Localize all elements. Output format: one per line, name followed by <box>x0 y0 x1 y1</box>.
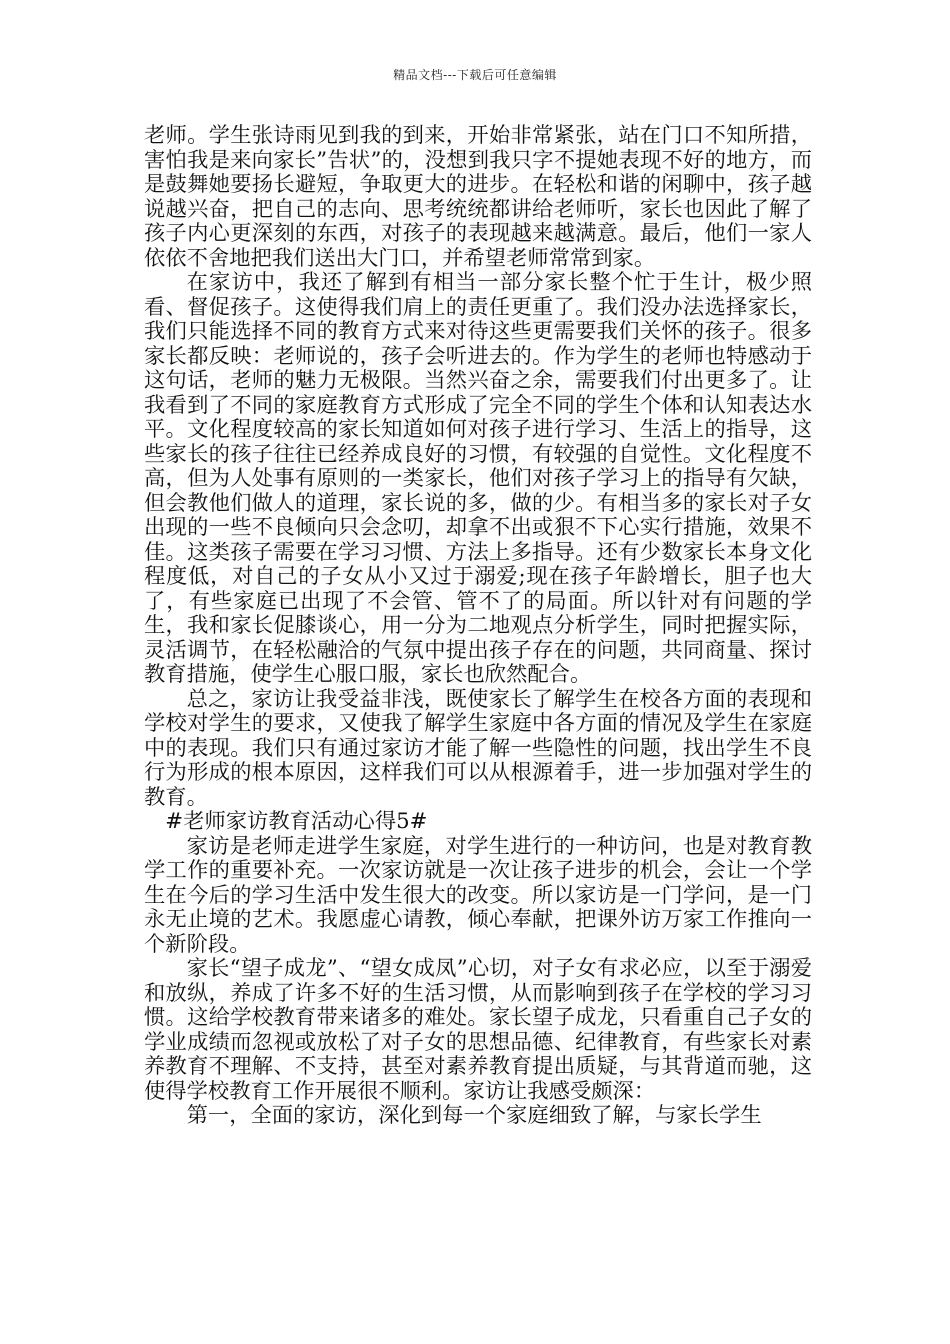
paragraph-1: 老师。学生张诗雨见到我的到来，开始非常紧张，站在门口不知所措，害怕我是来向家长”告状”的，没想到我只字不提她表现不好的地方，而是鼓舞她要扬长避短，争取更大的进步。在轻松和谐的闲聊中，孩子越说越兴奋，把自己的志向、思考统统都讲给老师听，家长也因此了解了孩子内心更深刻的东西，对孩子的表现越来越满意。最后，他们一家人依依不舍地把我们送出大门口，并希望老师常常到家。 <box>144 123 812 271</box>
paragraph-2: 在家访中，我还了解到有相当一部分家长整个忙于生计，极少照看、督促孩子。这使得我们肩上的责任更重了。我们没办法选择家长，我们只能选择不同的教育方式来对待这些更需要我们关怀的孩子。很多家长都反映：老师说的，孩子会听进去的。作为学生的老师也特感动于这句话，老师的魅力无极限。当然兴奋之余，需要我们付出更多了。让我看到了不同的家庭教育方式形成了完全不同的学生个体和认知表达水平。文化程度较高的家长知道如何对孩子进行学习、生活上的指导，这些家长的孩子往往已经养成良好的习惯，有较强的自觉性。文化程度不高，但为人处事有原则的一类家长，他们对孩子学习上的指导有欠缺，但会教他们做人的道理，家长说的多，做的少。有相当多的家长对子女出现的一些不良倾向只会念叨，却拿不出或狠不下心实行措施，效果不佳。这类孩子需要在学习习惯、方法上多指导。还有少数家长本身文化程度低，对自己的子女从小又过于溺爱;现在孩子年龄增长，胆子也大了，有些家庭已出现了不会管、管不了的局面。所以针对有问题的学生，我和家长促膝谈心，用一分为二地观点分析学生，同时把握实际，灵活调节，在轻松融洽的气氛中提出孩子存在的问题，共同商量、探讨教育措施，使学生心服口服，家长也欣然配合。 <box>144 270 812 687</box>
document-body <box>144 124 812 1129</box>
paragraph-4: 家访是老师走进学生家庭，对学生进行的一种访问，也是对教育教学工作的重要补充。一次家访就是一次让孩子进步的机会，会让一个学生在今后的学习生活中发生很大的改变。所以家访是一门学问，是一门永无止境的艺术。我愿虚心请教，倾心奉献，把课外访万家工作推向一个新阶段。 <box>144 833 812 957</box>
section-heading: #老师家访教育活动心得5# <box>165 809 428 834</box>
paragraph-5: 家长“望子成龙”、“望女成凤”心切，对子女有求必应，以至于溺爱和放纵，养成了许多不好的生活习惯，从而影响到孩子在学校的学习习惯。这给学校教育带来诸多的难处。家长望子成龙，只看重自己子女的学业成绩而忽视或放松了对子女的思想品德、纪律教育，有些家长对素养教育不理解、不支持，甚至对素养教育提出质疑，与其背道而驰，这使得学校教育工作开展很不顺利。家访让我感受颇深： <box>144 956 812 1104</box>
paragraph-3: 总之，家访让我受益非浅，既使家长了解学生在校各方面的表现和学校对学生的要求，又使我了解学生家庭中各方面的情况及学生在家庭中的表现。我们只有通过家访才能了解一些隐性的问题，找出学生不良行为形成的根本原因，这样我们可以从根源着手，进一步加强对学生的教育。 <box>144 686 812 810</box>
page-header: 精品文档---下载后可任意编辑 <box>393 68 557 82</box>
paragraph-6: 第一，全面的家访，深化到每一个家庭细致了解，与家长学生 <box>186 1103 762 1128</box>
